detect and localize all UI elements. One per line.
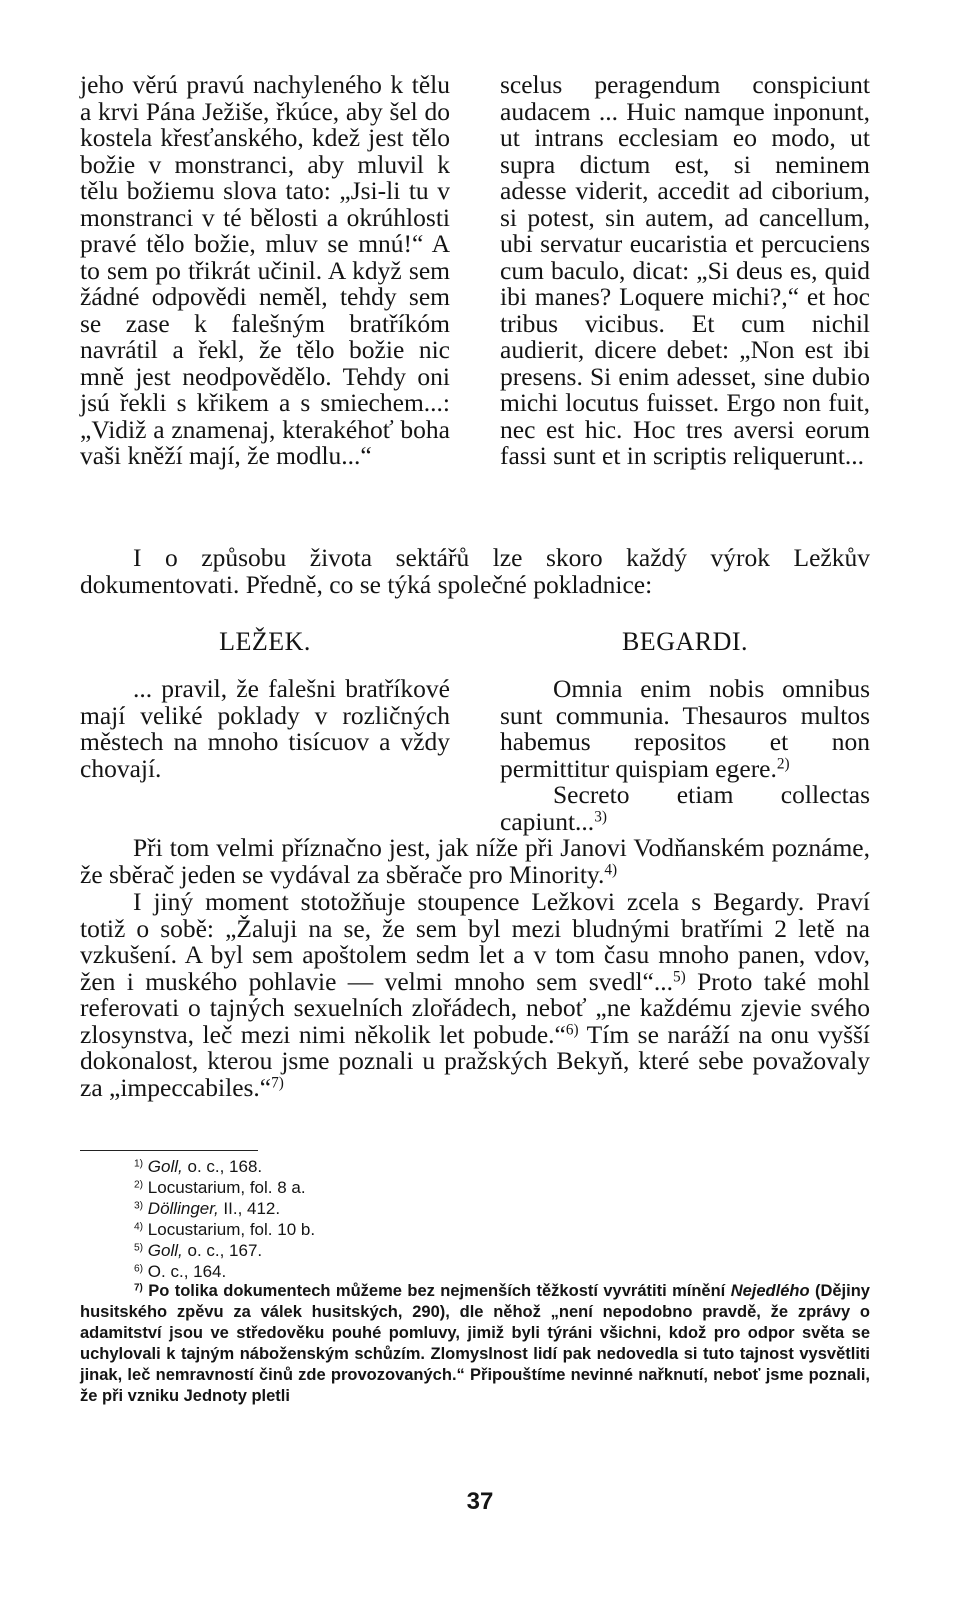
main-text-part-3: Tím se naráží na onu vyšší dokonalost, kterou jsme poznali u pražských Bekyň, které sebe považovaly za „impeccabiles.“ — [80, 1019, 871, 1102]
main-paragraph-text — [80, 889, 870, 1101]
footnote-text: Locustarium, fol. 10 b. — [147, 1220, 316, 1239]
minority-paragraph — [80, 835, 870, 888]
footnote-mark: 5) — [134, 1242, 144, 1254]
footnote-ref-6: 6) — [565, 1021, 579, 1039]
footnote-mark: 3) — [134, 1200, 144, 1212]
main-text-part-1: I jiný moment stotožňuje stoupence Ležkovi zcela s Begardy. Praví totiž o sobě: „Žaluji na se, že sem byl mezi bludnými bratřími 2 letě na vzkušení. A byl sem apoštolem sedm let a v tom času mnoho panen, vdov, žen i muského pohlavie — velmi mnoho sem svedl“... — [80, 887, 870, 996]
footnote-ref-7: 7) — [271, 1074, 284, 1092]
footnote-3 — [134, 1198, 924, 1219]
footnote-author: Goll, — [147, 1157, 183, 1176]
footnote-text: o. c., 167. — [182, 1241, 263, 1260]
footnote-7-part-1: Po tolika dokumentech můžeme bez nejmenších těžkostí vyvrátiti mínění — [142, 1282, 731, 1300]
footnote-1 — [134, 1156, 924, 1177]
begardi-quote-text-1: Omnia enim nobis omnibus sunt communia. Thesauros multos habemus repositos et non permittitur quispiam egere. — [500, 674, 870, 783]
footnote-mark: 1) — [134, 1158, 144, 1170]
minority-text: Při tom velmi příznačno jest, jak níže při Janovi Vodňanském poznáme, že sběrač jeden se vydával za sběrače pro Minority. — [80, 833, 870, 889]
begardi-quote-paragraph-2 — [500, 782, 870, 835]
intro-paragraph — [80, 545, 870, 598]
footnote-ref-3: 3) — [594, 808, 607, 826]
footnote-ref-4: 4) — [604, 861, 618, 879]
begardi-heading: BEGARDI. — [621, 627, 749, 656]
footnote-7-part-2: (Dějiny husitského zpěvu za válek husitských, 290), dle něhož „není nepodobno pravdě, že zprávy o adamitství jsou ve středověku pouhé pomluvy, jimiž byli týráni všichni, kdož pro odpor světa se uchylovali k tajným náboženským schůzím. Zlomyslnost lidí pak nedovedla si tuto tajnost vysvětliti jinak, leč nemravností činů zde provozovaných.“ Připouštíme nevinné nařknutí, neboť jsme poznali, že při vzniku Jednoty pletli — [80, 1282, 870, 1405]
footnote-ref-5: 5) — [673, 968, 686, 986]
page-number: 37 — [466, 1488, 494, 1515]
footnote-author: Goll, — [147, 1241, 183, 1260]
footnote-4 — [134, 1219, 924, 1240]
footnote-7-author: Nejedlého — [730, 1282, 810, 1300]
footnote-mark: 6) — [134, 1263, 144, 1275]
footnote-mark: 4) — [134, 1221, 144, 1233]
latin-column — [500, 72, 870, 470]
footnote-text: II., 412. — [218, 1199, 281, 1218]
footnote-2 — [134, 1177, 924, 1198]
footnote-7 — [80, 1281, 870, 1407]
footnote-text: o. c., 168. — [182, 1157, 263, 1176]
footnote-5 — [134, 1240, 924, 1261]
czech-column-text: jeho věrú pravú nachyleného k tělu a krvi Pána Ježiše, řkúce, aby šel do kostela křesťanského, kdež jest tělo božie v monstranci, aby mluvil k tělu božiemu slova tato: „Jsi-li tu v monstranci v té bělosti a okrúhlosti pravé tělo božie, mluv se mnú!“ A to sem po třikrát učinil. A když sem žádné odpovědi neměl, tehdy sem se zase k falešným bratříkóm navrátil a řekl, že tělo božie nic mně jest neodpovědělo. Tehdy oni jsú řekli s křikem a s smiechem...: „Vidiž a znamenaj, kterakéhoť boha vaši kněží mají, že modlu...“ — [80, 70, 450, 470]
footnote-text: O. c., 164. — [147, 1262, 227, 1281]
footnote-ref-2: 2) — [776, 755, 790, 773]
begardi-quote — [500, 676, 870, 835]
parallel-headings — [80, 628, 870, 656]
minority-paragraph-text — [80, 835, 870, 888]
footnotes-short — [80, 1156, 924, 1282]
footnote-author: Döllinger, — [147, 1199, 219, 1218]
lezek-quote — [80, 676, 450, 835]
parallel-columns-top — [80, 72, 870, 470]
footnote-6 — [134, 1261, 924, 1282]
lezek-heading: LEŽEK. — [219, 627, 311, 656]
parallel-quotes — [80, 676, 870, 835]
begardi-quote-text-2: Secreto etiam collectas capiunt... — [500, 780, 870, 836]
footnote-mark: 7) — [134, 1282, 143, 1294]
footnote-text: Locustarium, fol. 8 a. — [147, 1178, 306, 1197]
czech-column — [80, 72, 450, 470]
footnote-mark: 2) — [134, 1179, 144, 1191]
latin-column-text: scelus peragendum conspiciunt audacem ... Huic namque inponunt, ut intrans ecclesiam eo modo, ut supra dictum est, si neminem adesse viderit, accedit ad ciborium, si potest, sin autem, ad cancellum, ubi servatur eucaristia et percuciens cum baculo, dicat: „Si deus es, quid ibi manes? Loquere michi?,“ et hoc tribus vicibus. Et cum nichil audierit, dicere debet: „Non est ibi presens. Si enim adesset, sine dubio michi locutus fuisset. Ergo non fuit, nec est hic. Hoc tres aversi eorum fassi sunt et in scriptis reliquerunt... — [500, 70, 870, 470]
footnote-7-text — [80, 1281, 870, 1407]
begardi-quote-paragraph-1 — [500, 676, 870, 782]
footnote-separator — [80, 1150, 258, 1151]
main-paragraph — [80, 889, 870, 1101]
lezek-quote-text: ... pravil, že falešni bratříkové mají veliké poklady v rozličných městech na mnoho tisícuov a vždy chovají. — [80, 674, 450, 783]
intro-paragraph-text: I o způsobu života sektářů lze skoro každý výrok Ležkův dokumentovati. Předně, co se týká společné pokladnice: — [80, 543, 870, 599]
main-text-part-2: Proto také mohl referovati o tajných sexuelních zlořádech, neboť „ne každému zjevie svého zlosynstva, leč mezi nimi několik let pobude.“ — [80, 966, 871, 1049]
